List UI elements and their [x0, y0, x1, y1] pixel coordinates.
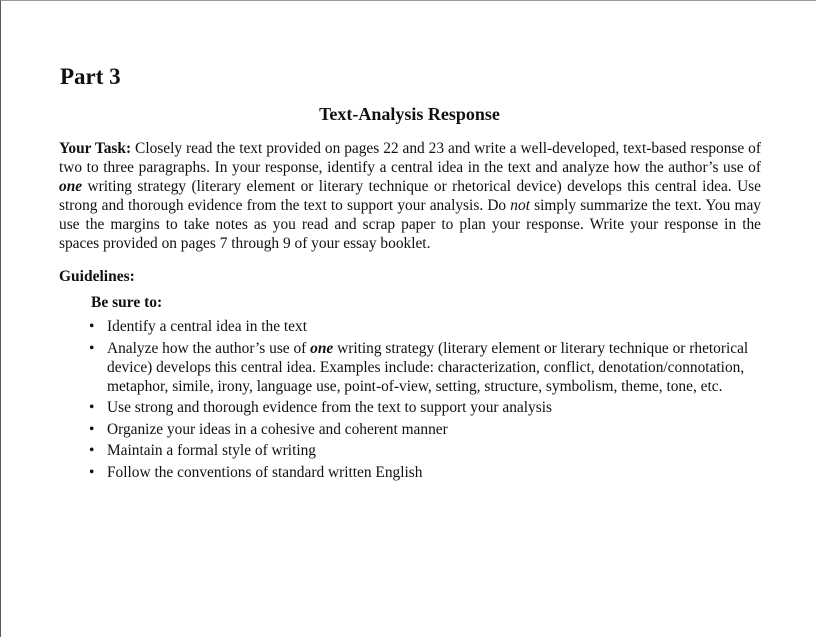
task-emphasis-one: one — [59, 178, 83, 195]
guideline-text: Maintain a formal style of writing — [107, 442, 317, 459]
guideline-text-part-a: Analyze how the author’s use of — [107, 339, 311, 357]
task-text-part-3: simply summarize the text. You may use the margins to take notes as you read and scrap paper to plan your response. Write your response in the spaces provided on pages 7 through 9 of your essay booklet. — [59, 197, 761, 252]
task-label: Your Task: — [59, 140, 132, 157]
guideline-item — [89, 317, 765, 336]
guideline-text — [107, 339, 765, 396]
bullet-icon: • — [89, 442, 95, 459]
bullet-icon: • — [89, 399, 95, 416]
guideline-text: Use strong and thorough evidence from the text to support your analysis — [107, 399, 552, 416]
guideline-item — [89, 463, 765, 482]
task-text-part-2: writing strategy (literary element or literary technique or rhetorical device) develops this central idea. Use strong and thorough evidence from the text to support your analysis. Do — [59, 178, 761, 214]
task-text-part-1: Closely read the text provided on pages 22 and 23 and write a well-developed, text-based response of two to three paragraphs. In your response, identify a central idea in the text and analyze how the author’s use of — [59, 140, 761, 176]
task-emphasis-not: not — [510, 197, 530, 214]
bullet-icon: • — [89, 339, 95, 357]
guidelines-list — [89, 317, 765, 484]
guideline-item — [89, 420, 765, 439]
guideline-text: Follow the conventions of standard written English — [107, 463, 423, 481]
task-paragraph — [59, 139, 761, 253]
bullet-icon: • — [89, 318, 95, 335]
guideline-text: Organize your ideas in a cohesive and coherent manner — [107, 420, 448, 438]
guideline-emphasis-one: one — [310, 339, 334, 357]
section-title: Text-Analysis Response — [319, 104, 500, 124]
bullet-icon: • — [89, 463, 95, 481]
guideline-text-part-b: writing strategy (literary element or literary technique or rhetorical device) develops this central idea. Examples include: characterization, conflict, denotation/connotation, metaphor, simile, irony, language use, point-of-view, setting, structure, symbolism, theme, tone, etc. — [107, 339, 749, 395]
guideline-item — [89, 398, 765, 417]
be-sure-subheading: Be sure to: — [91, 294, 163, 311]
bullet-icon: • — [89, 420, 95, 438]
guidelines-heading: Guidelines: — [59, 268, 135, 285]
guideline-item — [89, 339, 765, 396]
guideline-item — [89, 441, 765, 460]
guideline-text: Identify a central idea in the text — [107, 318, 307, 335]
part-heading: Part 3 — [60, 64, 121, 89]
